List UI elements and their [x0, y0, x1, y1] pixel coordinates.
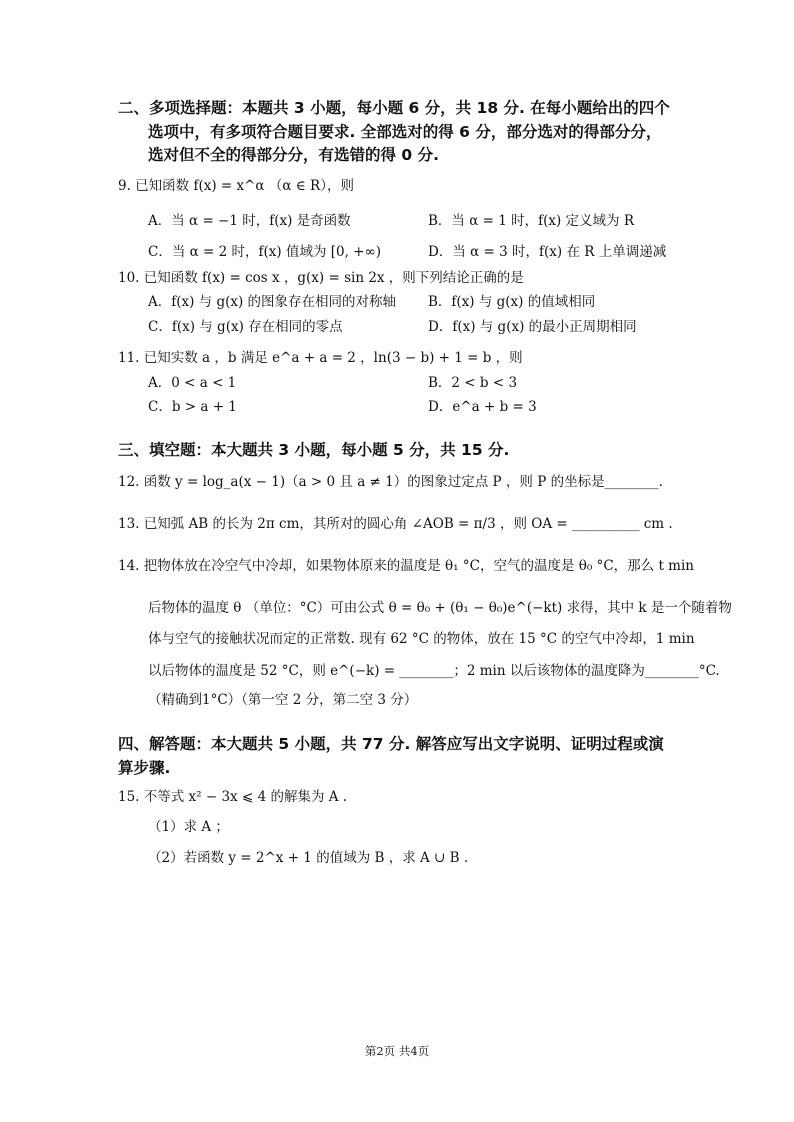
question-11-option-a: A．0 < a < 1: [148, 375, 237, 391]
section4-line1: 四、解答题：本大题共 5 小题，共 77 分. 解答应写出文字说明、证明过程或演: [118, 735, 664, 753]
question-10-option-a: A．f(x) 与 g(x) 的图象存在相同的对称轴: [148, 294, 397, 310]
question-14-line5: （精确到1°C）（第一空 2 分，第二空 3 分）: [148, 692, 418, 708]
question-15-part1: （1）求 A ；: [148, 819, 229, 835]
question-10-option-c: C．f(x) 与 g(x) 存在相同的零点: [148, 319, 343, 335]
question-14-line2: 后物体的温度 θ （单位：°C）可由公式 θ = θ₀ + (θ₁ − θ₀)e^(−kt) 求得，其中 k 是一个随着物: [148, 600, 732, 616]
question-14-line4: 以后物体的温度是 52 °C，则 e^(−k) = ________；2 min 以后该物体的温度降为________°C.: [148, 663, 720, 679]
question-14-line1: 14. 把物体放在冷空气中冷却，如果物体原来的温度是 θ₁ °C，空气的温度是 θ₀ °C，那么 t min: [118, 558, 694, 574]
question-9-option-a: A．当 α = −1 时，f(x) 是奇函数: [148, 213, 351, 229]
question-9-stem: 9. 已知函数 f(x) = x^α （α ∈ R），则: [118, 178, 354, 194]
question-15-part2: （2）若函数 y = 2^x + 1 的值域为 B ，求 A ∪ B .: [148, 850, 469, 866]
question-13: 13. 已知弧 AB 的长为 2π cm，其所对的圆心角 ∠AOB = π/3 ，则 OA = __________ cm .: [118, 516, 673, 532]
question-11-stem: 11. 已知实数 a ，b 满足 e^a + a = 2 ，ln(3 − b) + 1 = b ，则: [118, 350, 523, 366]
question-9-option-b: B．当 α = 1 时，f(x) 定义域为 R: [428, 213, 634, 229]
section2-line2: 选项中，有多项符合题目要求. 全部选对的得 6 分，部分选对的得部分分，: [148, 123, 662, 141]
section3-title: 三、填空题：本大题共 3 小题，每小题 5 分，共 15 分.: [118, 441, 510, 459]
question-10-option-b: B．f(x) 与 g(x) 的值域相同: [428, 294, 596, 310]
section2-line3: 选对但不全的得部分分，有选错的得 0 分.: [148, 146, 439, 164]
page-footer: 第2页 共4页: [364, 1044, 430, 1058]
question-12: 12. 函数 y = log_a(x − 1)（a > 0 且 a ≠ 1）的图象过定点 P ，则 P 的坐标是________.: [118, 474, 663, 490]
section4-line2: 算步骤.: [118, 759, 171, 777]
question-10-option-d: D．f(x) 与 g(x) 的最小正周期相同: [428, 319, 637, 335]
question-11-option-c: C．b > a + 1: [148, 399, 237, 415]
question-15-stem: 15. 不等式 x² − 3x ⩽ 4 的解集为 A .: [118, 789, 348, 805]
question-9-option-d: D．当 α = 3 时，f(x) 在 R 上单调递减: [428, 244, 667, 260]
question-11-option-b: B．2 < b < 3: [428, 375, 518, 391]
question-11-option-d: D．e^a + b = 3: [428, 399, 537, 415]
section2-line1: 二、多项选择题：本题共 3 小题，每小题 6 分，共 18 分. 在每小题给出的四个: [118, 99, 670, 117]
question-10-stem: 10. 已知函数 f(x) = cos x ，g(x) = sin 2x ，则下列结论正确的是: [118, 270, 524, 286]
question-14-line3: 体与空气的接触状况而定的正常数. 现有 62 °C 的物体，放在 15 °C 的空气中冷却，1 min: [148, 631, 695, 647]
question-9-option-c: C．当 α = 2 时，f(x) 值域为 [0, +∞): [148, 244, 382, 260]
